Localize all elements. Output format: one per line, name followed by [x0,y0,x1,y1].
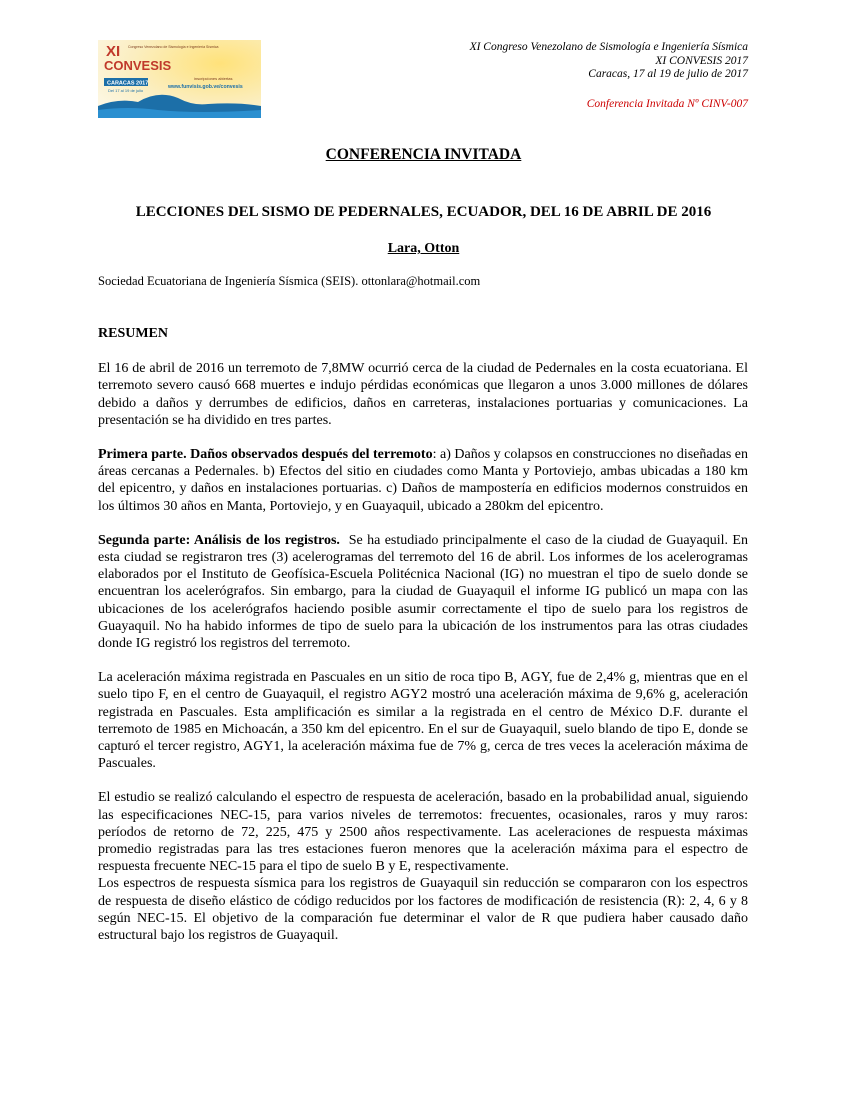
abstract-paragraph-part1 [98,446,748,515]
conference-code: Conferencia Invitada Nº CINV-007 [586,98,748,110]
header-conference-name: XI Congreso Venezolano de Sismología e Ingeniería Sísmica [469,41,748,53]
header-conference-short: XI CONVESIS 2017 [655,54,748,67]
logo-name: CONVESIS [104,58,172,73]
part1-lead: Primera parte. Daños observados después del terremoto [98,447,433,463]
abstract-paragraph-spectra: Los espectros de respuesta sísmica para los registros de Guayaquil sin reducción se compararon con los espectros de respuesta de diseño elástico de código reducidos por los factores de modificación de resistencia (R): 2, 4, 6 y 8 según NEC-15. El objetivo de la comparación fue determinar el valor de R que pudiera haber causado daño estructural bajo los registros de Guayaquil. [98,876,748,944]
logo-roman: XI [106,43,121,60]
header-place-date: Caracas, 17 al 19 de julio de 2017 [588,68,748,80]
abstract-paragraph-intro: El 16 de abril de 2016 un terremoto de 7,8MW ocurrió cerca de la ciudad de Pedernales en la costa ecuatoriana. El terremoto severo causó 668 muertes e indujo pérdidas económicas que llegaron a unos 3.000 millones de dólares debido a daños y derrumbes de edificios, daños en carreteras, instalaciones portuarias y comunicaciones. La presentación se ha dividido en tres partes. [98,361,748,428]
logo-dates: Del 17 al 19 de julio [108,88,144,93]
author-affiliation: Sociedad Ecuatoriana de Ingeniería Sísmica (SEIS). ottonlara@hotmail.com [98,274,481,288]
abstract-paragraph-acceleration: La aceleración máxima registrada en Pascuales en un sitio de roca tipo B, AGY, fue de 2,4% g, mientras que en el suelo tipo F, en el centro de Guayaquil, el registro AGY2 mostró una aceleración máxima de 9,6% g, aceleración registrada en Pascuales. Esta amplificación es similar a la registrada en el centro de México D.F. durante el terremoto de 1985 en Michoacán, a 350 km del epicentro. En el sur de Guayaquil, suelo blando de tipo E, donde se capturó el tercer registro, AGY1, la aceleración máxima fue de 7% g, cerca de tres veces la aceleración máxima de Pascuales. [98,670,748,772]
part2-lead: Segunda parte: Análisis de los registros. [98,532,340,548]
part2-text: Se ha estudiado principalmente el caso de la ciudad de Guayaquil. En esta ciudad se registraron tres (3) acelerogramas del terremoto del 16 de abril. Los informes de los acelerogramas elaborados por el Instituto de Geofísica-Escuela Politécnica Nacional (IG) no muestran el tipo de suelo donde se encuentran los acelerógrafos. Sin embargo, para la ciudad de Guayaquil el informe IG publicó un mapa con las ubicaciones de los acelerógrafos haciendo posible asumir correctamente el tipo de suelo para los registros de Guayaquil. No ha habido informes de tipo de suelo para la ubicación de los instrumentos para las otras ciudades donde IG registró los registros del terremoto. [98,532,752,652]
abstract-section [98,325,752,961]
paper-title: LECCIONES DEL SISMO DE PEDERNALES, ECUADOR, DEL 16 DE ABRIL DE 2016 [135,204,712,220]
part1-text: : a) Daños y colapsos en construcciones no diseñadas en áreas cercanas a Pedernales. b) Efectos del sitio en ciudades como Manta y Portoviejo, ambas ubicadas a 180 km del epicentro, y daños en instalaciones portuarias. c) Daños de mampostería en edificios modernos construidos en los últimos 30 años en Manta, Portoviejo, y en Guayaquil, ubicado a 280km del epicentro. [98,447,748,514]
running-header [470,41,748,82]
paper-kind: CONFERENCIA INVITADA [325,146,522,163]
conference-logo [98,40,261,118]
logo-registration: inscripciones abiertas [194,76,233,81]
logo-tagline: Congreso Venezolano de Sismología e Ingeniería Sísmica [128,45,219,49]
logo-city: CARACAS 2017 [107,80,149,87]
abstract-paragraph-part2 [98,532,752,652]
abstract-paragraph-study: El estudio se realizó calculando el espectro de respuesta de aceleración, basado en la probabilidad anual, siguiendo las especificaciones NEC-15, para varios niveles de terremotos: frecuentes, ocasionales, raros y muy raros: períodos de retorno de 72, 225, 475 y 2500 años respectivamente. Las aceleraciones de respuesta máximas promedio registradas para las tres estaciones fueron menores que la aceleración máxima para el espectro de respuesta frecuente NEC-15 para el tipo de suelo B y E, respectivamente. [98,790,748,875]
abstract-heading: RESUMEN [98,326,169,341]
paper-author: Lara, Otton [387,241,460,256]
logo-url: www.funvisis.gob.ve/convesis [168,84,243,90]
